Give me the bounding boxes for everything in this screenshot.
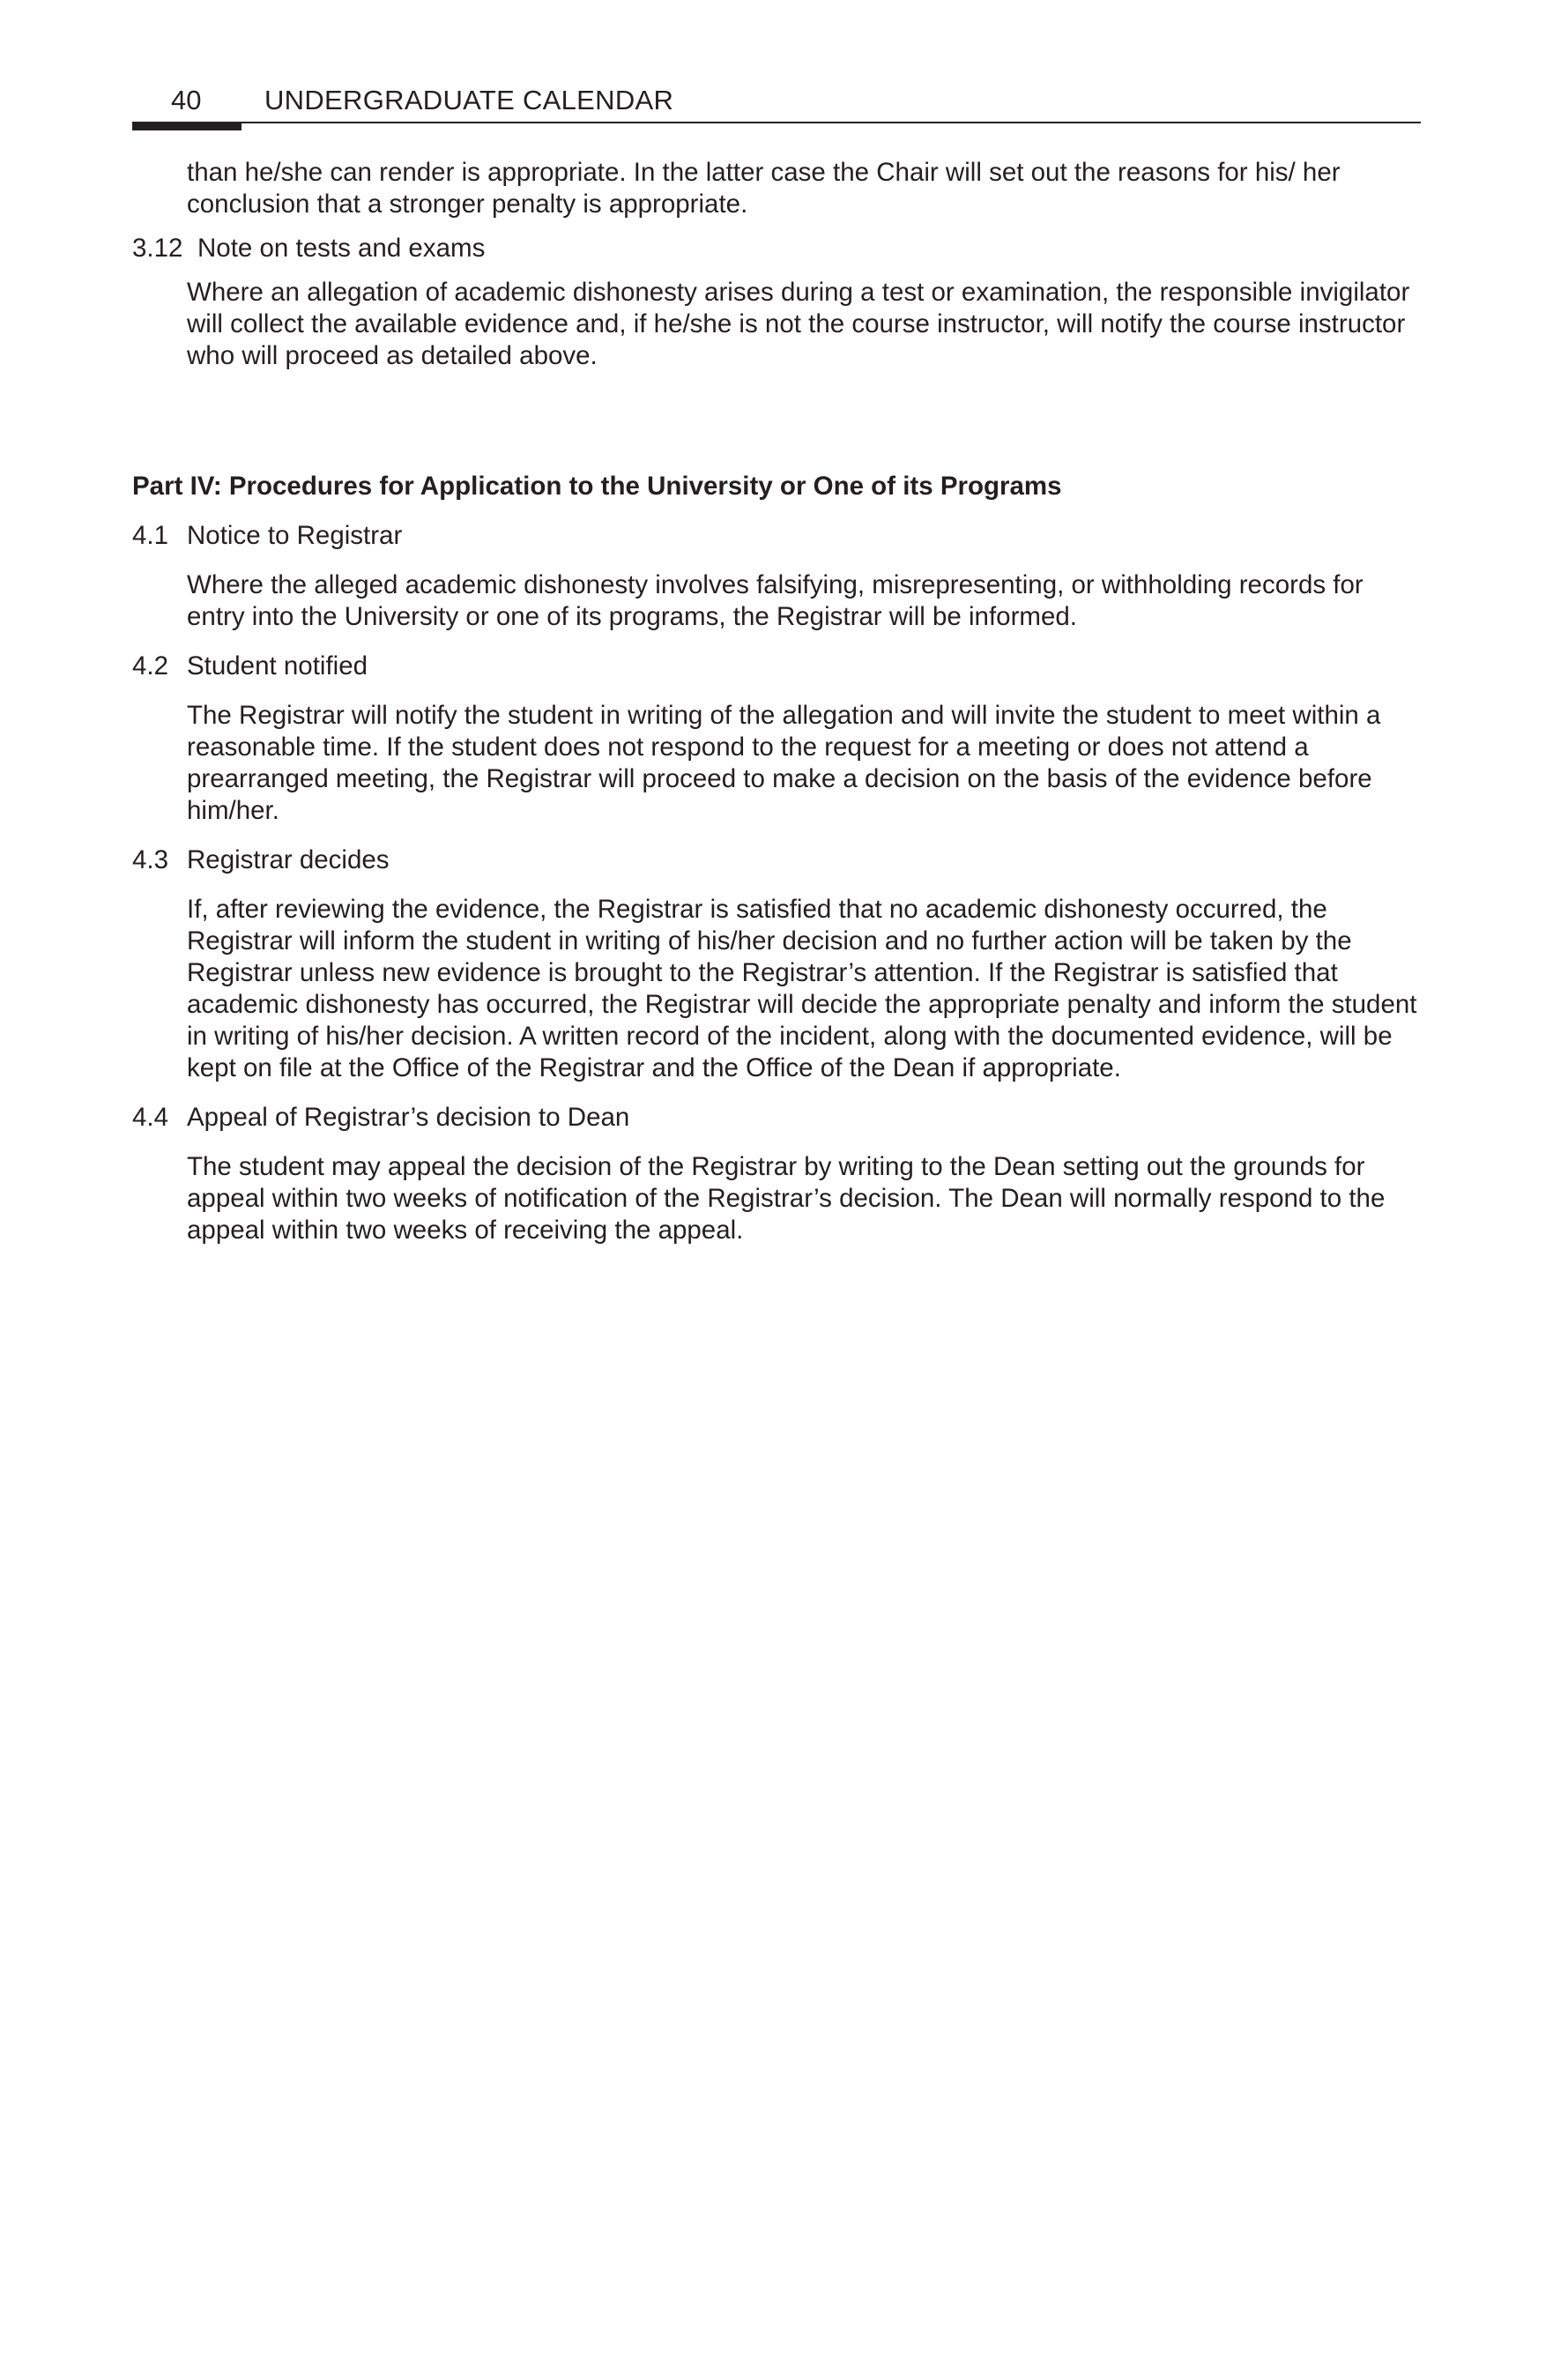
section-title: Note on tests and exams — [197, 234, 486, 263]
section-4-2-heading — [132, 651, 1428, 682]
running-head: UNDERGRADUATE CALENDAR — [264, 85, 674, 115]
section-title: Notice to Registrar — [187, 521, 403, 550]
section-4-1-heading — [132, 520, 1428, 552]
header-tab-bar — [132, 123, 241, 130]
section-title: Registrar decides — [187, 845, 390, 874]
document-body — [132, 157, 1428, 1246]
section-4-4-heading — [132, 1102, 1428, 1134]
section-number: 4.2 — [132, 651, 169, 681]
section-number: 4.3 — [132, 845, 169, 874]
section-3-12-body: Where an allegation of academic dishonesty arises during a test or examination, the responsible invigilator will collect the available evidence and, if he/she is not the course instructor, will notify the course instructor who will proceed as detailed above. — [187, 278, 1410, 370]
section-4-2-body: The Registrar will notify the student in writing of the allegation and will invite the student to meet within a reasonable time. If the student does not respond to the request for a meeting or does not attend a prearranged meeting, the Registrar will proceed to make a decision on the basis of the evidence before him/her. — [187, 701, 1381, 825]
section-number: 4.4 — [132, 1103, 169, 1132]
section-title: Appeal of Registrar’s decision to Dean — [187, 1103, 630, 1132]
section-3-12-heading — [132, 233, 1428, 264]
header-rule — [132, 122, 1421, 123]
page-header — [132, 83, 1421, 136]
part-iv-heading: Part IV: Procedures for Application to the University or One of its Programs — [132, 472, 1062, 501]
section-4-3-heading — [132, 844, 1428, 876]
section-4-1-body: Where the alleged academic dishonesty involves falsifying, misrepresenting, or withholding records for entry into the University or one of its programs, the Registrar will be informed. — [187, 570, 1364, 631]
section-title: Student notified — [187, 651, 368, 681]
section-number: 4.1 — [132, 521, 169, 550]
continuation-paragraph: than he/she can render is appropriate. In the latter case the Chair will set out the reasons for his/ her conclusion that a stronger penalty is appropriate. — [187, 158, 1341, 219]
section-4-3-body: If, after reviewing the evidence, the Registrar is satisfied that no academic dishonesty occurred, the Registrar will inform the student in writing of his/her decision and no further action will be taken by the Registrar unless new evidence is brought to the Registrar’s attention. If the Registrar is satisfied that academic dishonesty has occurred, the Registrar will decide the appropriate penalty and inform the student in writing of his/her decision. A written record of the incident, along with the documented evidence, will be kept on file at the Office of the Registrar and the Office of the Dean if appropriate. — [187, 895, 1417, 1082]
page-number: 40 — [171, 85, 202, 115]
section-4-4-body: The student may appeal the decision of the Registrar by writing to the Dean setting out the grounds for appeal within two weeks of notification of the Registrar’s decision. The Dean will normally respond to the appeal within two weeks of receiving the appeal. — [187, 1152, 1386, 1245]
section-number: 3.12 — [132, 234, 183, 263]
